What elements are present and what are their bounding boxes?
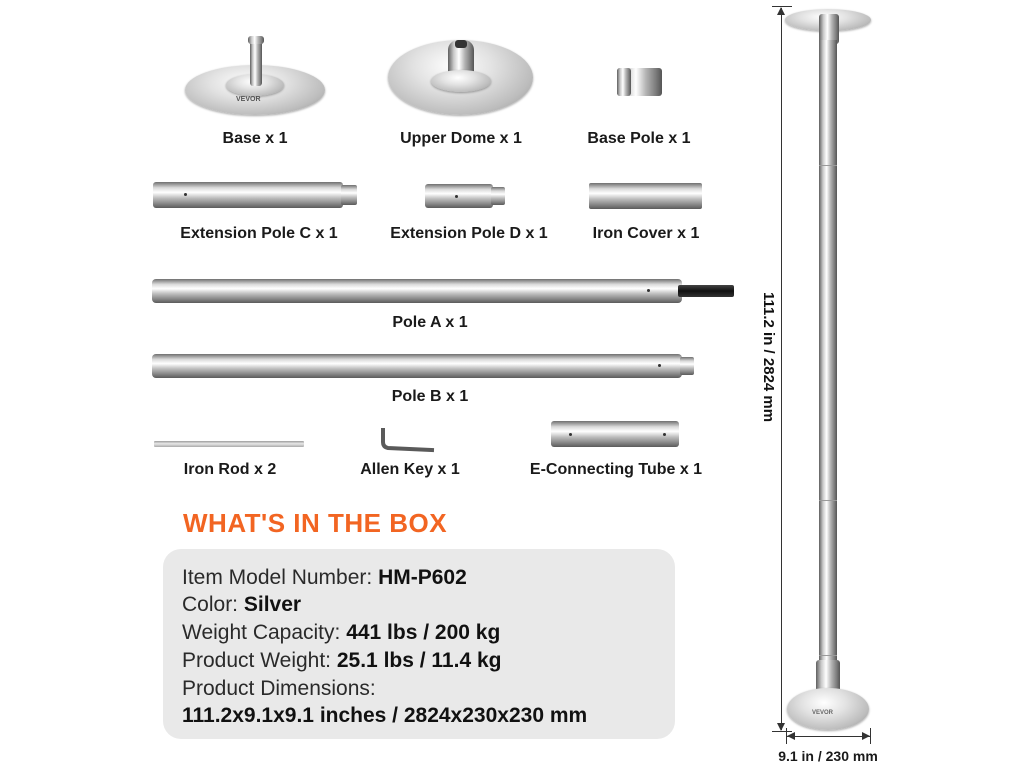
- base-label: Base x 1: [222, 130, 288, 147]
- spec-model: Item Model Number: HM-P602: [182, 566, 467, 589]
- base-logo: VEVOR: [812, 710, 834, 716]
- iron-cover-label: Iron Cover x 1: [592, 225, 700, 242]
- section-heading: WHAT'S IN THE BOX: [183, 508, 448, 538]
- spec-dimensions-value: 111.2x9.1x9.1 inches / 2824x230x230 mm: [182, 704, 588, 727]
- spec-weight: Product Weight: 25.1 lbs / 11.4 kg: [182, 649, 502, 672]
- allen-key-label: Allen Key x 1: [360, 461, 460, 478]
- iron-rod-label: Iron Rod x 2: [183, 461, 277, 478]
- width-label: 9.1 in / 230 mm: [778, 748, 878, 764]
- spec-capacity: Weight Capacity: 441 lbs / 200 kg: [182, 621, 501, 644]
- extension-pole-d-label: Extension Pole D x 1: [390, 225, 548, 242]
- base-pole-label: Base Pole x 1: [587, 130, 691, 147]
- upper-dome-label: Upper Dome x 1: [400, 130, 522, 147]
- brand-logo: VEVOR: [236, 96, 261, 103]
- extension-pole-c-label: Extension Pole C x 1: [180, 225, 338, 242]
- spec-color: Color: Silver: [182, 593, 302, 616]
- spec-dimensions-label: Product Dimensions:: [182, 677, 376, 700]
- e-connecting-tube-label: E-Connecting Tube x 1: [529, 461, 703, 478]
- height-label: 111.2 in / 2824 mm: [760, 292, 777, 423]
- pole-a-label: Pole A x 1: [392, 314, 468, 331]
- pole-b-label: Pole B x 1: [391, 388, 469, 405]
